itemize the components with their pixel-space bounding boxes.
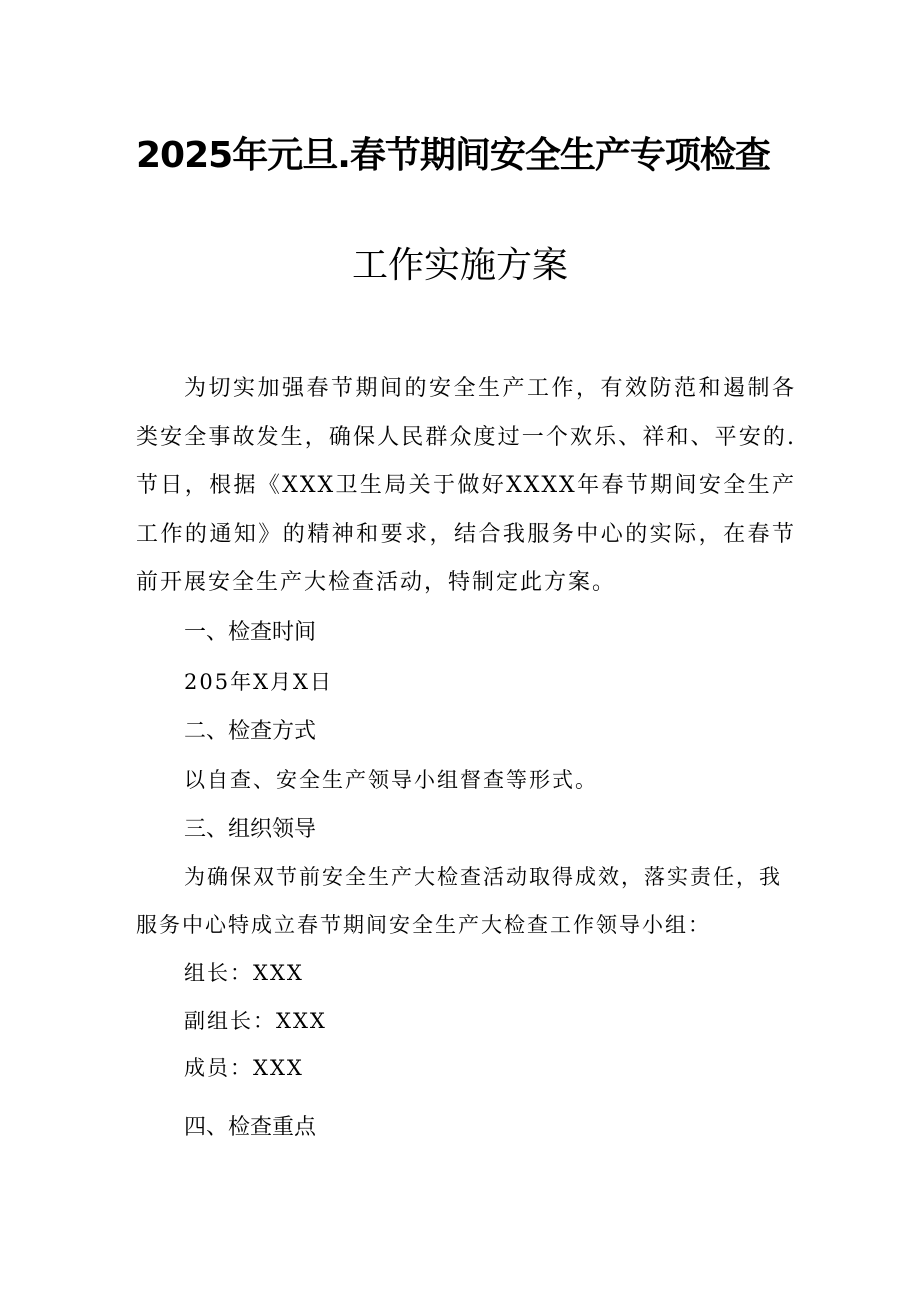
document-title-line-1: 2025年元旦.春节期间安全生产专项检查 (136, 135, 770, 176)
intro-paragraph: 为切实加强春节期间的安全生产工作，有效防范和遏制各类安全事故发生，确保人民群众度过一个欢乐、祥和、平安的.节日，根据《XXX卫生局关于做好XXXX年春节期间安全生产工作的通知》的精神和要求，结合我服务中心的实际，在春节前开展安全生产大检查活动，特制定此方案。 (136, 376, 796, 596)
section-heading-inspection-focus: 四、检查重点 (184, 1115, 317, 1140)
group-members: 成员：XXX (184, 1056, 304, 1080)
section-heading-inspection-method: 二、检查方式 (184, 719, 317, 744)
inspection-time-text: 205年X月X日 (184, 670, 333, 694)
inspection-method-text: 以自查、安全生产领导小组督查等形式。 (184, 768, 598, 792)
section-heading-inspection-time: 一、检查时间 (184, 620, 317, 645)
document-title-line-2: 工作实施方案 (351, 245, 568, 286)
organization-paragraph-line-1: 为确保双节前安全生产大检查活动取得成效，落实责任，我 (184, 865, 782, 889)
organization-paragraph-line-2: 服务中心特成立春节期间安全生产大检查工作领导小组： (136, 913, 711, 937)
deputy-group-leader: 副组长：XXX (184, 1009, 327, 1033)
group-leader: 组长：XXX (184, 961, 304, 985)
section-heading-organization: 三、组织领导 (184, 817, 317, 842)
